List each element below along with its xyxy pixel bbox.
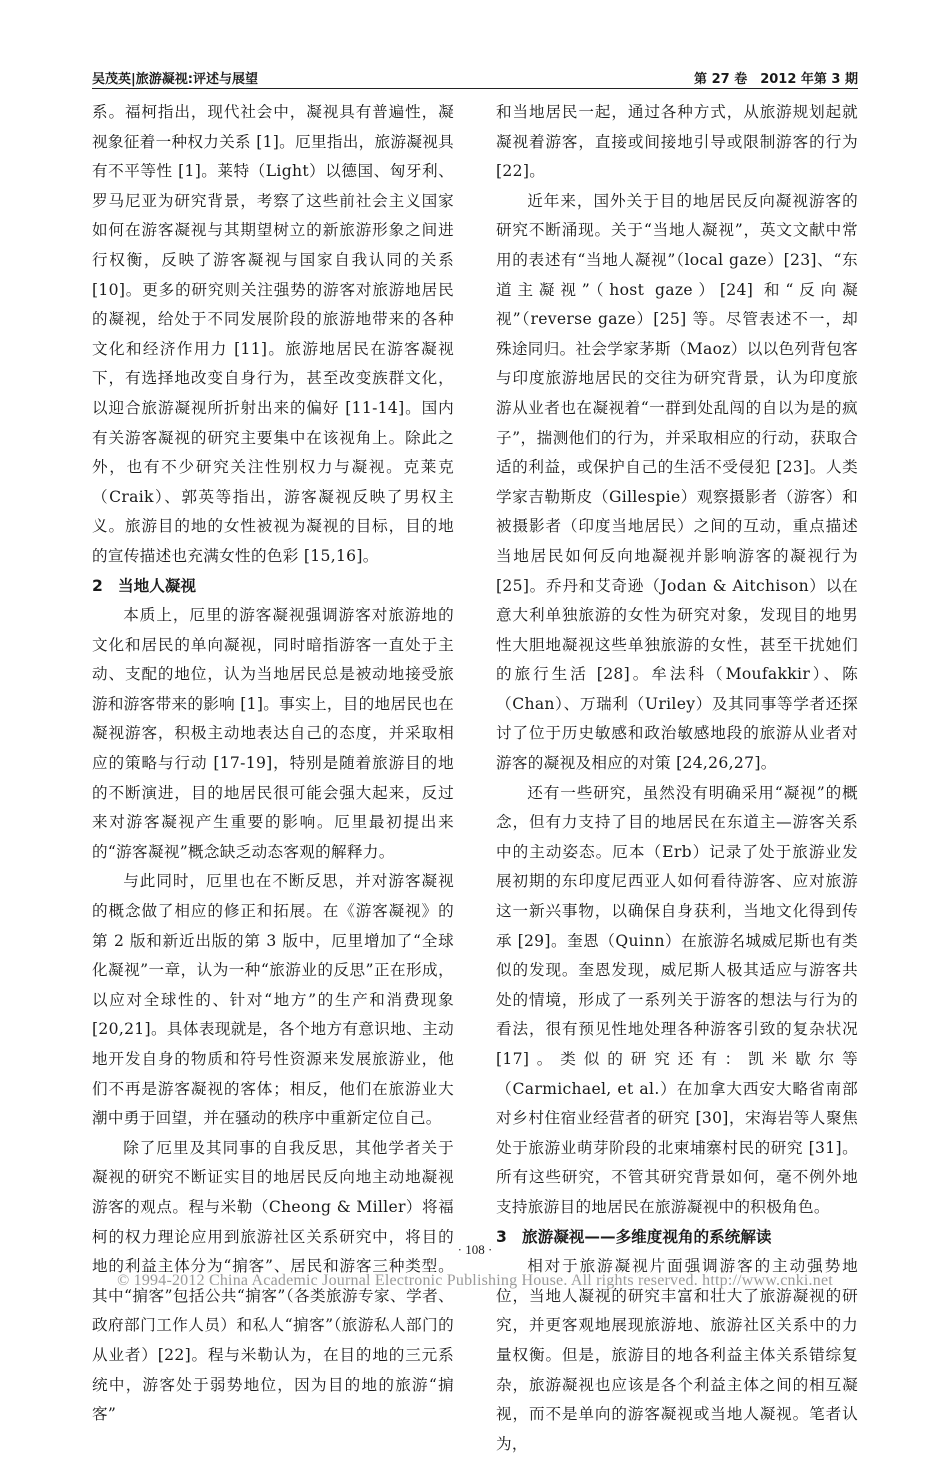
section-title: 当地人凝视 <box>118 576 196 595</box>
paragraph: 相对于旅游凝视片面强调游客的主动强势地位，当地人凝视的研究丰富和壮大了旅游凝视的研究，并更客观地展现旅游地、旅游社区关系中的力量权衡。但是，旅游目的地各利益主体关系错综复杂，旅游凝视也应该是各个利益主体之间的相互凝视，而不是单向的游客凝视或当地人凝视。笔者认为， <box>496 1257 858 1453</box>
paragraph: 近年来，国外关于目的地居民反向凝视游客的研究不断涌现。关于“当地人凝视”，英文文献中常用的表述有“当地人凝视”（local gaze）[23]、“东道主凝视”（host gaze）[24] 和“反向凝视”（reverse gaze）[25] 等。尽管表述不一，却殊途同归。社会学家茅斯（Maoz）以以色列背包客与印度旅游地居民的交往为研究背景，认为印度旅游从业者也在凝视着“一群到处乱闯的自以为是的疯子”，揣测他们的行为，并采取相应的行动，获取合适的利益，或保护自己的生活不受侵犯 [23]。人类学家吉勒斯皮（Gillespie）观察摄影者（游客）和被摄影者（印度当地居民）之间的互动，重点描述当地居民如何反向地凝视并影响游客的凝视行为 [25]。乔丹和艾奇逊（Jodan & Aitchison）以在意大利单独旅游的女性为研究对象，发现目的地男性大胆地凝视这些单独旅游的女性，甚至干扰她们的旅行生活 [28]。牟法科（Moufakkir）、陈（Chan）、万瑞利（Uriley）及其同事等学者还探讨了位于历史敏感和政治敏感地段的旅游从业者对游客的凝视及相应的对策 [24,26,27]。 <box>496 191 858 773</box>
header-volume-issue: 第 27 卷 2012 年第 3 期 <box>694 72 858 87</box>
paragraph: 和当地居民一起，通过各种方式，从旅游规划起就凝视着游客，直接或间接地引导或限制游客的行为 [22]。 <box>496 103 858 181</box>
paragraph: 除了厄里及其同事的自我反思，其他学者关于凝视的研究不断证实目的地居民反向地主动地凝视游客的观点。程与米勒（Cheong & Miller）将福柯的权力理论应用到旅游社区关系研究中，将目的地的利益主体分为“掮客”、居民和游客三种类型。其中“掮客”包括公共“掮客”（各类旅游专家、学者、政府部门工作人员）和私人“掮客”（旅游私人部门的从业者）[22]。程与米勒认为，在目的地的三元系统中，游客处于弱势地位，因为目的地的旅游“掮客” <box>92 1138 454 1424</box>
section-title: 旅游凝视——多维度视角的系统解读 <box>522 1227 772 1246</box>
paragraph: 本质上，厄里的游客凝视强调游客对旅游地的文化和居民的单向凝视，同时暗指游客一直处于主动、支配的地位，认为当地居民总是被动地接受旅游和游客带来的影响 [1]。事实上，目的地居民也在凝视游客，积极主动地表达自己的态度，并采取相应的策略与行动 [17-19]，特别是随着旅游目的地的不断演进，目的地居民很可能会强大起来，反过来对游客凝视产生重要的影响。厄里最初提出来的“游客凝视”概念缺乏动态客观的解释力。 <box>92 606 455 861</box>
page-number: · 108 · <box>457 1242 493 1257</box>
running-header <box>92 62 858 89</box>
section-number: 2 <box>92 576 103 595</box>
paragraph: 与此同时，厄里也在不断反思，并对游客凝视的概念做了相应的修正和拓展。在《游客凝视》的第 2 版和新近出版的第 3 版中，厄里增加了“全球化凝视”一章，认为一种“旅游业的反思”正在形成，以应对全球性的、针对“地方”的生产和消费现象 [20,21]。具体表现就是，各个地方有意识地、主动地开发自身的物质和符号性资源来发展旅游业，他们不再是游客凝视的客体；相反，他们在旅游业大潮中勇于回望，并在骚动的秩序中重新定位自己。 <box>92 872 454 1128</box>
left-column <box>92 98 454 1430</box>
paragraph: 系。福柯指出，现代社会中，凝视具有普遍性，凝视象征着一种权力关系 [1]。厄里指出，旅游凝视具有不平等性 [1]。莱特（Light）以德国、匈牙利、罗马尼亚为研究背景，考察了这些前社会主义国家如何在游客凝视与其期望树立的新旅游形象之间进行权衡，反映了游客凝视与国家自我认同的关系 [10]。更多的研究则关注强势的游客对旅游地居民的凝视，给处于不同发展阶段的旅游地带来的各种文化和经济作用力 [11]。旅游地居民在游客凝视下，有选择地改变自身行为，甚至改变族群文化，以迎合旅游凝视所折射出来的偏好 [11-14]。国内有关游客凝视的研究主要集中在该视角上。除此之外，也有不少研究关注性别权力与凝视。克莱克（Craik）、郭英等指出，游客凝视反映了男权主义。旅游目的地的女性被视为凝视的目标，目的地的宣传描述也充满女性的色彩 [15,16]。 <box>92 103 455 565</box>
copyright-footer: © 1994-2012 China Academic Journal Electronic Publishing House. All rights reserved. http://www.cnki.net <box>117 1272 833 1289</box>
section-heading <box>92 572 454 602</box>
paragraph: 还有一些研究，虽然没有明确采用“凝视”的概念，但有力支持了目的地居民在东道主—游客关系中的主动姿态。厄本（Erb）记录了处于旅游业发展初期的东印度尼西亚人如何看待游客、应对旅游这一新兴事物，以确保自身获利，当地文化得到传承 [29]。奎恩（Quinn）在旅游名城威尼斯也有类似的发现。奎恩发现，威尼斯人极其适应与游客共处的情境，形成了一系列关于游客的想法与行为的看法，很有预见性地处理各种游客引致的复杂状况 [17]。类似的研究还有：凯米歇尔等（Carmichael, et al.）在加拿大西安大略省南部对乡村住宿业经营者的研究 [30]，宋海岩等人聚焦处于旅游业萌芽阶段的北柬埔寨村民的研究 [31]。所有这些研究，不管其研究背景如何，毫不例外地支持旅游目的地居民在旅游凝视中的积极角色。 <box>496 783 858 1216</box>
header-author-title: 吴茂英|旅游凝视:评述与展望 <box>92 72 258 87</box>
section-number: 3 <box>496 1227 507 1246</box>
